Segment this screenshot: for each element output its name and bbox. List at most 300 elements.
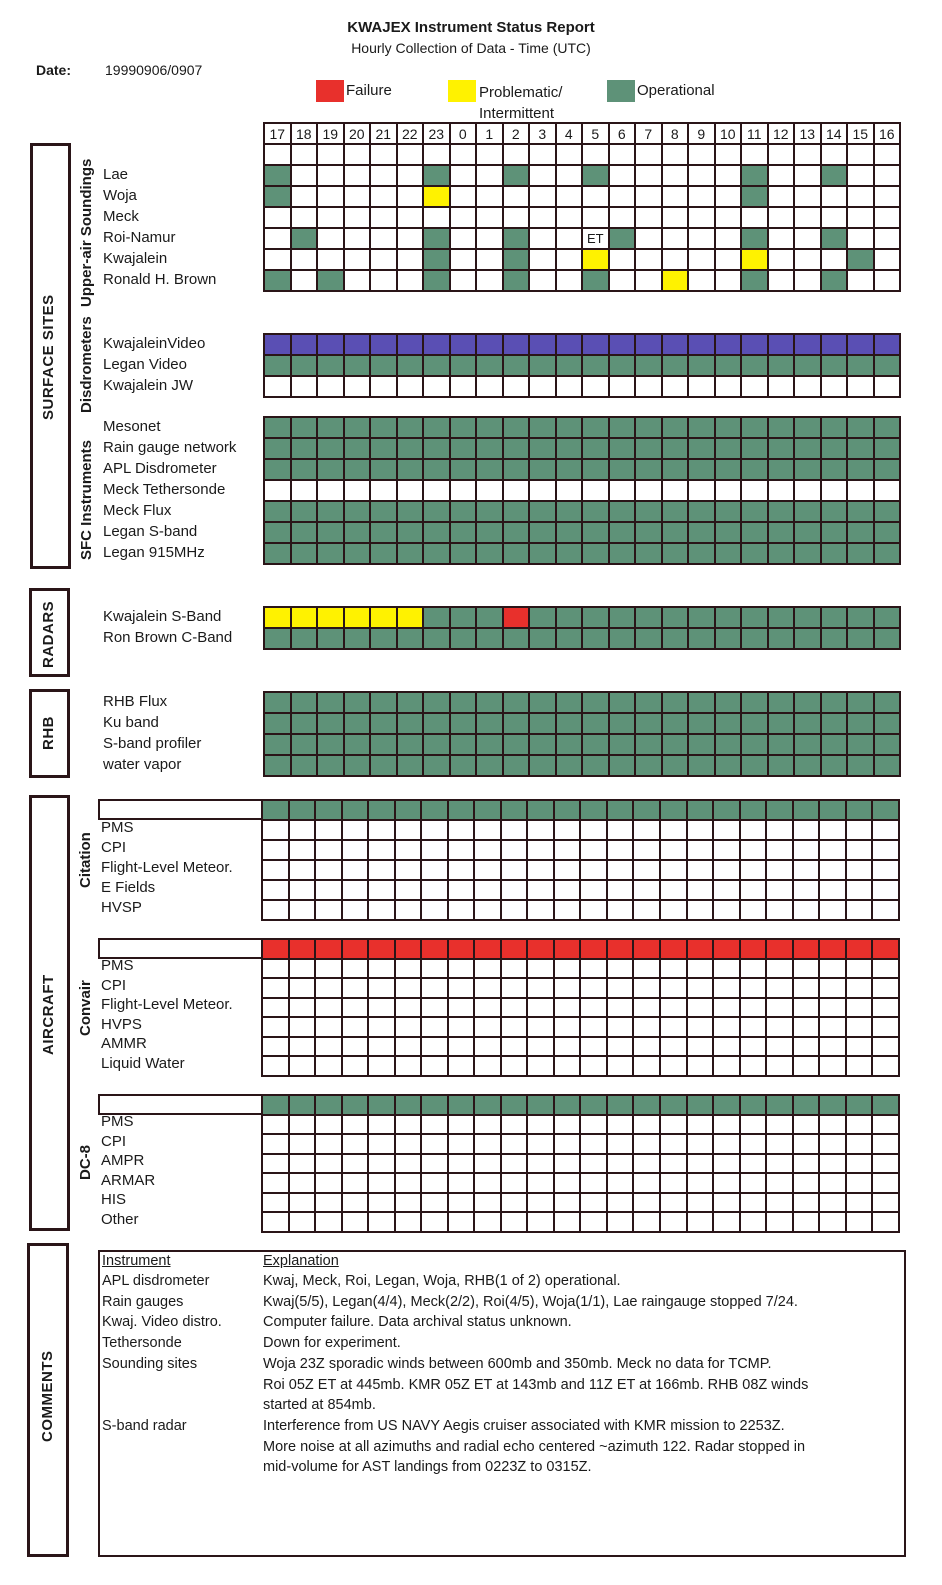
status-cell <box>819 840 846 860</box>
status-cell <box>847 755 874 776</box>
status-cell <box>874 755 901 776</box>
status-cell <box>609 417 636 438</box>
status-cell <box>317 355 344 376</box>
status-cell <box>342 1154 369 1174</box>
status-cell <box>635 713 662 734</box>
status-cell <box>529 186 556 207</box>
status-cell <box>395 900 422 920</box>
status-cell <box>582 249 609 270</box>
status-cell <box>476 186 503 207</box>
status-cell <box>450 228 477 249</box>
status-cell <box>395 1154 422 1174</box>
status-cell <box>474 860 501 880</box>
status-cell <box>317 480 344 501</box>
status-cell <box>556 438 583 459</box>
status-cell <box>474 1212 501 1232</box>
status-cell <box>556 734 583 755</box>
status-cell <box>262 1193 289 1213</box>
status-cell <box>368 959 395 979</box>
status-cell <box>395 978 422 998</box>
status-cell <box>633 978 660 998</box>
status-cell <box>423 417 450 438</box>
status-cell <box>741 713 768 734</box>
status-cell <box>633 1193 660 1213</box>
status-cell <box>874 376 901 397</box>
status-cell <box>342 1134 369 1154</box>
sfc-instruments-grid <box>263 416 901 565</box>
status-cell <box>846 1212 873 1232</box>
status-cell <box>580 1193 607 1213</box>
status-cell <box>582 501 609 522</box>
status-cell <box>741 334 768 355</box>
status-cell <box>740 840 767 860</box>
status-cell <box>741 459 768 480</box>
status-cell <box>740 820 767 840</box>
status-cell <box>793 1037 820 1057</box>
status-cell <box>395 840 422 860</box>
status-cell <box>609 270 636 291</box>
status-cell <box>607 860 634 880</box>
status-cell <box>474 1115 501 1135</box>
status-cell <box>291 270 318 291</box>
status-cell <box>821 543 848 564</box>
status-cell <box>289 1173 316 1193</box>
status-cell <box>847 607 874 628</box>
status-cell <box>580 998 607 1018</box>
comments-header-explanation: Explanation <box>263 1253 339 1269</box>
status-cell <box>476 207 503 228</box>
status-cell <box>793 800 820 820</box>
legend-label-failure: Failure <box>346 82 392 99</box>
hour-header-cell: 18 <box>291 123 318 144</box>
status-cell <box>476 755 503 776</box>
status-row <box>262 1212 899 1232</box>
status-cell <box>476 376 503 397</box>
status-cell <box>527 1212 554 1232</box>
hour-header-cell: 4 <box>556 123 583 144</box>
status-cell <box>264 438 291 459</box>
status-row <box>262 860 899 880</box>
row-label: RHB Flux <box>103 692 168 710</box>
status-cell <box>740 1115 767 1135</box>
status-cell <box>688 501 715 522</box>
status-cell <box>264 165 291 186</box>
status-cell <box>766 880 793 900</box>
status-cell <box>342 959 369 979</box>
status-cell <box>317 228 344 249</box>
row-label: Flight-Level Meteor. <box>101 859 233 876</box>
status-cell <box>342 939 369 959</box>
status-cell <box>609 543 636 564</box>
status-cell <box>819 820 846 840</box>
convair-grid <box>261 938 900 1077</box>
status-cell <box>688 249 715 270</box>
status-cell <box>289 1212 316 1232</box>
status-row <box>262 1173 899 1193</box>
status-cell <box>580 820 607 840</box>
status-cell <box>580 1056 607 1076</box>
status-cell <box>847 270 874 291</box>
status-cell <box>476 713 503 734</box>
status-cell <box>874 207 901 228</box>
status-cell <box>291 207 318 228</box>
status-cell <box>264 459 291 480</box>
status-cell <box>448 900 475 920</box>
status-cell <box>554 840 581 860</box>
status-cell <box>423 438 450 459</box>
status-cell <box>740 1193 767 1213</box>
status-cell <box>740 900 767 920</box>
status-cell <box>847 628 874 649</box>
status-cell <box>635 628 662 649</box>
status-cell <box>741 249 768 270</box>
status-cell <box>556 165 583 186</box>
status-cell <box>688 417 715 438</box>
status-cell <box>688 376 715 397</box>
status-cell <box>660 1017 687 1037</box>
status-cell <box>264 501 291 522</box>
status-cell <box>874 334 901 355</box>
row-label: Flight-Level Meteor. <box>101 996 233 1014</box>
status-cell <box>344 228 371 249</box>
status-cell <box>556 376 583 397</box>
status-cell <box>450 207 477 228</box>
status-cell <box>395 880 422 900</box>
status-cell <box>397 713 424 734</box>
status-cell <box>741 755 768 776</box>
status-cell <box>768 734 795 755</box>
status-cell <box>397 417 424 438</box>
status-cell <box>741 355 768 376</box>
row-label: Ron Brown C-Band <box>103 628 233 646</box>
status-cell <box>501 1212 528 1232</box>
status-cell <box>793 1017 820 1037</box>
status-cell <box>315 959 342 979</box>
status-cell <box>766 1017 793 1037</box>
status-cell <box>662 607 689 628</box>
status-cell <box>503 501 530 522</box>
status-row <box>262 1134 899 1154</box>
status-cell <box>688 207 715 228</box>
status-cell <box>264 734 291 755</box>
status-cell <box>344 501 371 522</box>
status-cell <box>474 800 501 820</box>
status-cell <box>821 334 848 355</box>
status-cell <box>847 376 874 397</box>
surface-sites-label: SURFACE SITES <box>40 294 57 420</box>
status-row <box>264 713 900 734</box>
status-cell <box>609 228 636 249</box>
status-cell <box>262 978 289 998</box>
status-cell <box>262 880 289 900</box>
report-title: KWAJEX Instrument Status Report <box>347 19 595 36</box>
status-cell <box>874 480 901 501</box>
status-cell <box>633 840 660 860</box>
hour-header-cell: 9 <box>688 123 715 144</box>
status-cell-note: ET <box>582 228 609 249</box>
status-cell <box>768 186 795 207</box>
status-cell <box>846 900 873 920</box>
status-cell <box>687 1212 714 1232</box>
status-cell <box>421 978 448 998</box>
status-cell <box>582 207 609 228</box>
status-cell <box>715 459 742 480</box>
status-cell <box>793 1212 820 1232</box>
status-cell <box>819 1154 846 1174</box>
status-cell <box>421 1037 448 1057</box>
status-row <box>264 270 900 291</box>
status-cell <box>660 978 687 998</box>
status-cell <box>529 755 556 776</box>
status-cell <box>766 860 793 880</box>
status-cell <box>819 939 846 959</box>
status-cell <box>474 900 501 920</box>
status-cell <box>715 270 742 291</box>
status-cell <box>289 1115 316 1135</box>
status-cell <box>821 480 848 501</box>
status-cell <box>874 417 901 438</box>
status-cell <box>476 417 503 438</box>
status-cell <box>370 355 397 376</box>
status-cell <box>633 860 660 880</box>
status-cell <box>317 417 344 438</box>
status-cell <box>660 939 687 959</box>
status-cell <box>315 1095 342 1115</box>
status-cell <box>768 480 795 501</box>
status-cell <box>793 900 820 920</box>
status-cell <box>529 438 556 459</box>
status-cell <box>315 1037 342 1057</box>
status-cell <box>741 480 768 501</box>
status-cell <box>768 755 795 776</box>
status-cell <box>580 1115 607 1135</box>
status-cell <box>794 165 821 186</box>
status-cell <box>264 522 291 543</box>
status-cell <box>262 1037 289 1057</box>
status-cell <box>819 1173 846 1193</box>
status-cell <box>580 1134 607 1154</box>
status-cell <box>847 692 874 713</box>
status-cell <box>501 978 528 998</box>
status-cell <box>819 1193 846 1213</box>
status-cell <box>556 543 583 564</box>
status-row <box>264 249 900 270</box>
status-cell <box>794 713 821 734</box>
status-cell <box>501 1193 528 1213</box>
status-cell <box>421 1193 448 1213</box>
status-cell <box>527 1037 554 1057</box>
status-cell <box>529 628 556 649</box>
status-cell <box>476 734 503 755</box>
status-cell <box>529 480 556 501</box>
status-cell <box>344 607 371 628</box>
status-cell <box>317 459 344 480</box>
status-cell <box>476 228 503 249</box>
status-cell <box>874 692 901 713</box>
status-cell <box>264 144 291 165</box>
status-cell <box>847 501 874 522</box>
status-cell <box>344 144 371 165</box>
hour-header-cell: 13 <box>794 123 821 144</box>
status-cell <box>476 607 503 628</box>
status-cell <box>580 900 607 920</box>
status-cell <box>662 522 689 543</box>
comment-explanation: started at 854mb. <box>263 1397 376 1414</box>
status-cell <box>872 1212 899 1232</box>
status-cell <box>635 334 662 355</box>
status-cell <box>262 840 289 860</box>
status-row <box>264 607 900 628</box>
status-cell <box>423 334 450 355</box>
status-cell <box>289 820 316 840</box>
status-cell <box>503 144 530 165</box>
status-cell <box>262 820 289 840</box>
status-cell <box>342 1056 369 1076</box>
status-cell <box>766 1173 793 1193</box>
status-cell <box>635 522 662 543</box>
convair-blank-field <box>98 938 263 959</box>
status-cell <box>368 1154 395 1174</box>
status-cell <box>768 628 795 649</box>
status-cell <box>291 501 318 522</box>
status-cell <box>450 144 477 165</box>
row-label: HVSP <box>101 899 142 916</box>
status-cell <box>450 186 477 207</box>
status-cell <box>554 1154 581 1174</box>
status-cell <box>633 1056 660 1076</box>
status-cell <box>264 270 291 291</box>
status-cell <box>421 1154 448 1174</box>
status-cell <box>368 998 395 1018</box>
status-row <box>264 755 900 776</box>
status-cell <box>582 480 609 501</box>
status-cell <box>847 165 874 186</box>
hour-header-cell: 21 <box>370 123 397 144</box>
status-cell <box>556 186 583 207</box>
status-cell <box>527 959 554 979</box>
status-cell <box>582 522 609 543</box>
status-cell <box>872 800 899 820</box>
status-cell <box>291 607 318 628</box>
status-cell <box>874 501 901 522</box>
status-cell <box>554 900 581 920</box>
status-cell <box>474 1056 501 1076</box>
status-cell <box>421 860 448 880</box>
status-row <box>262 1193 899 1213</box>
status-cell <box>344 522 371 543</box>
hour-header-cell: 17 <box>264 123 291 144</box>
status-cell <box>794 734 821 755</box>
status-cell <box>635 438 662 459</box>
status-cell <box>421 840 448 860</box>
status-cell <box>635 755 662 776</box>
status-cell <box>554 1037 581 1057</box>
status-cell <box>607 1193 634 1213</box>
comments-header-instrument: Instrument <box>102 1253 171 1269</box>
status-cell <box>713 1154 740 1174</box>
status-cell <box>713 1193 740 1213</box>
status-cell <box>368 1095 395 1115</box>
status-cell <box>423 713 450 734</box>
status-cell <box>554 978 581 998</box>
status-cell <box>580 1095 607 1115</box>
status-cell <box>846 820 873 840</box>
radars-label: RADARS <box>40 600 57 668</box>
status-cell <box>688 355 715 376</box>
status-cell <box>423 628 450 649</box>
status-cell <box>370 334 397 355</box>
status-cell <box>423 186 450 207</box>
hour-header-cell: 22 <box>397 123 424 144</box>
status-cell <box>423 270 450 291</box>
status-cell <box>423 480 450 501</box>
status-cell <box>793 1154 820 1174</box>
status-cell <box>450 628 477 649</box>
status-cell <box>556 522 583 543</box>
status-cell <box>474 840 501 860</box>
status-cell <box>395 1134 422 1154</box>
status-cell <box>713 1115 740 1135</box>
status-cell <box>688 438 715 459</box>
status-cell <box>291 186 318 207</box>
hour-header-cell: 15 <box>847 123 874 144</box>
status-cell <box>476 334 503 355</box>
status-cell <box>529 270 556 291</box>
status-row <box>262 900 899 920</box>
status-cell <box>423 228 450 249</box>
status-cell <box>450 692 477 713</box>
status-cell <box>474 959 501 979</box>
status-row <box>264 207 900 228</box>
upper-air-soundings-grid <box>263 143 901 292</box>
status-cell <box>448 1095 475 1115</box>
status-cell <box>740 1095 767 1115</box>
status-cell <box>501 840 528 860</box>
status-cell <box>660 998 687 1018</box>
status-cell <box>474 939 501 959</box>
status-cell <box>476 270 503 291</box>
status-cell <box>847 417 874 438</box>
status-cell <box>846 939 873 959</box>
status-cell <box>395 1037 422 1057</box>
status-cell <box>291 480 318 501</box>
status-cell <box>580 880 607 900</box>
legend-label-operational: Operational <box>637 82 715 99</box>
status-cell <box>529 543 556 564</box>
status-cell <box>554 860 581 880</box>
status-cell <box>448 939 475 959</box>
status-cell <box>794 355 821 376</box>
status-row <box>262 1115 899 1135</box>
status-cell <box>794 607 821 628</box>
status-cell <box>793 998 820 1018</box>
status-cell <box>264 249 291 270</box>
status-cell <box>819 978 846 998</box>
status-cell <box>450 543 477 564</box>
status-cell <box>819 1037 846 1057</box>
status-cell <box>503 755 530 776</box>
status-cell <box>872 939 899 959</box>
status-cell <box>633 880 660 900</box>
status-cell <box>397 270 424 291</box>
status-cell <box>660 900 687 920</box>
status-cell <box>609 144 636 165</box>
status-cell <box>527 1193 554 1213</box>
status-cell <box>582 734 609 755</box>
status-cell <box>635 480 662 501</box>
status-cell <box>582 270 609 291</box>
status-cell <box>582 355 609 376</box>
